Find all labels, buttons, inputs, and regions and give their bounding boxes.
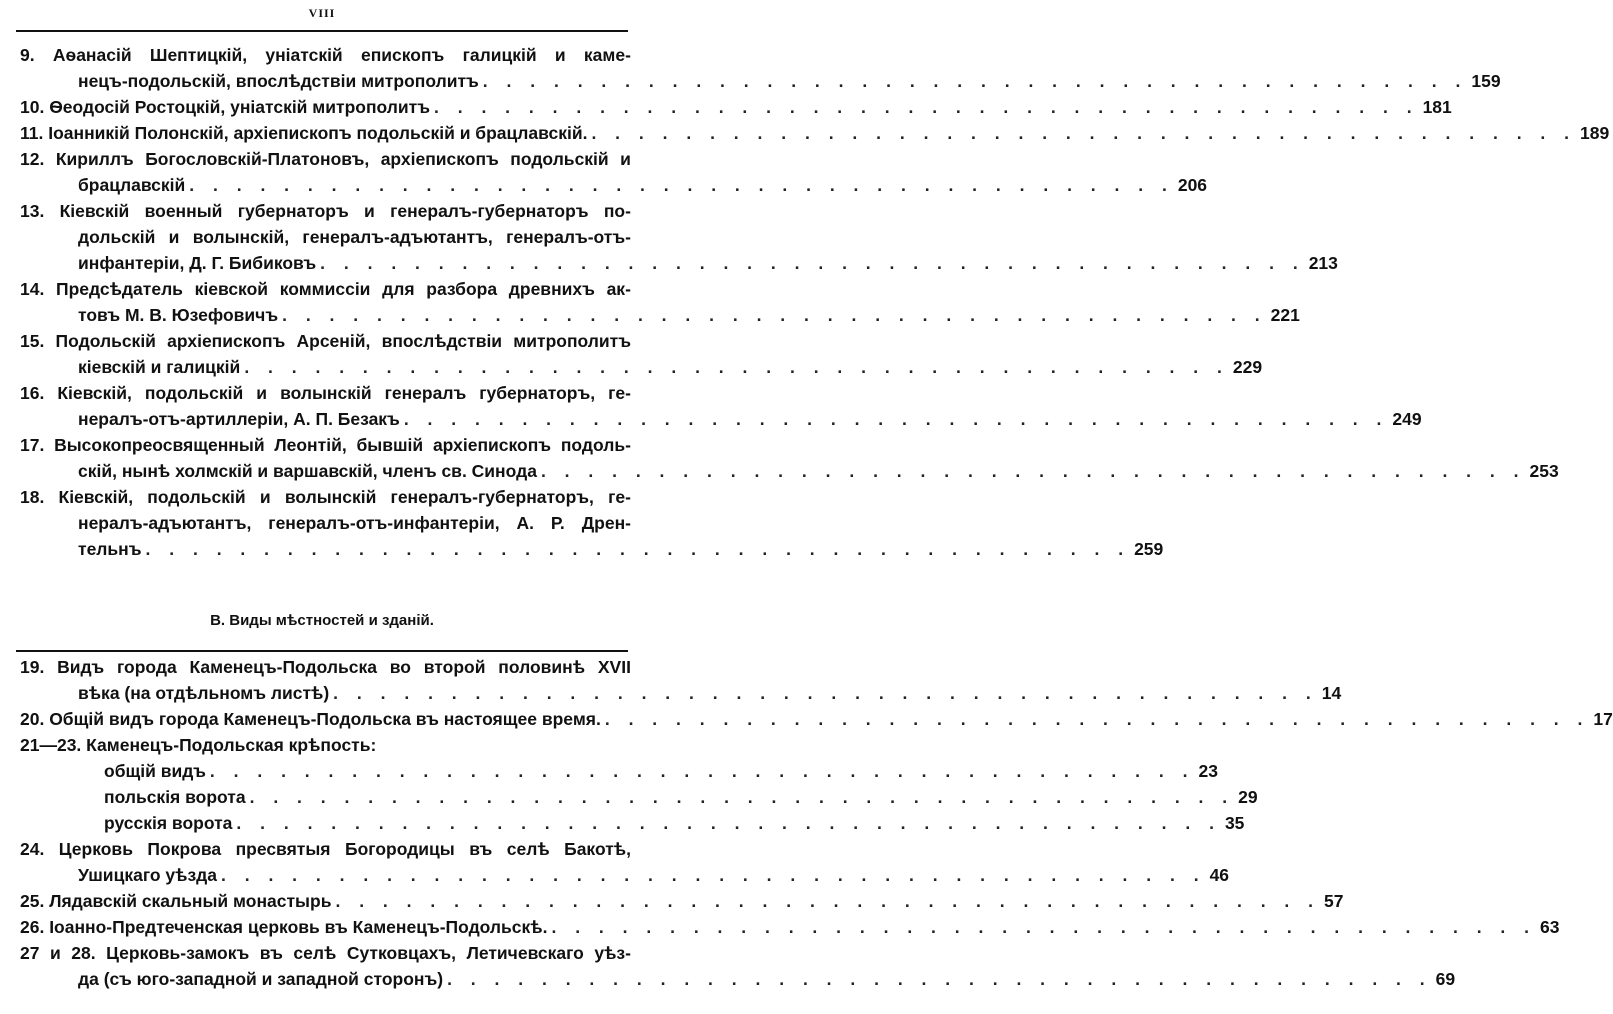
entry-word: въ xyxy=(259,943,283,963)
toc-entry-line xyxy=(20,354,1263,380)
page-ref: 259 xyxy=(1134,539,1164,559)
toc-entry-line xyxy=(20,966,1456,992)
toc-entry-line xyxy=(20,276,631,302)
entry-title: да (съ юго-западной и западной сторонъ) xyxy=(78,969,444,989)
page-number-header: VIII xyxy=(308,6,336,20)
toc-entry-line xyxy=(20,484,631,510)
page-ref: 249 xyxy=(1392,409,1422,429)
dot-leader: . . . . . . . . . . . . . . . . . . . . . . . . . . . . . . . . . . . . . . . . . . xyxy=(604,709,1590,729)
toc-entry xyxy=(20,758,1218,784)
toc-entry-line xyxy=(20,250,1338,276)
page-ref: 57 xyxy=(1324,891,1344,911)
toc-entry-line xyxy=(20,784,1258,810)
dot-leader: . . . . . . . . . . . . . . . . . . . . . . . . . . . . . . . . . . . . . . . . . . xyxy=(189,175,1174,195)
dot-leader: . . . . . . . . . . . . . . . . . . . . . . . . . . . . . . . . . . . . . . . . . . xyxy=(551,917,1537,937)
dot-leader: . . . . . . . . . . . . . . . . . . . . . . . . . . . . . . . . . . . . . . . . . . xyxy=(333,683,1318,703)
toc-entry-line xyxy=(20,68,1501,94)
toc-entry xyxy=(20,836,1230,888)
toc-entry xyxy=(20,94,1452,120)
toc-entry xyxy=(20,732,631,758)
entry-title: нералъ-отъ-артиллеріи, А. П. Безакъ xyxy=(78,409,400,429)
entry-word: во xyxy=(389,657,411,677)
entry-word: Шептицкій, xyxy=(149,45,248,65)
entry-word: Леонтій, xyxy=(274,435,347,455)
entry-word: 16. xyxy=(20,383,45,403)
entry-word: нералъ-адъютантъ, xyxy=(78,513,252,533)
toc-entry xyxy=(20,706,1613,732)
toc-entry-line xyxy=(20,172,1208,198)
toc-entry xyxy=(20,42,1501,94)
entry-title: общій видъ xyxy=(104,761,206,781)
entry-word: и xyxy=(168,227,180,247)
entry-title: 26. Іоанно-Предтеченская церковь въ Каменецъ-Подольскѣ. xyxy=(20,917,548,937)
entry-word: генералъ-отъ- xyxy=(506,227,631,247)
entry-word: по- xyxy=(603,201,631,221)
toc-entry-line xyxy=(20,406,1422,432)
entry-title: 21—23. Каменецъ-Подольская крѣпость: xyxy=(20,735,377,755)
entry-word: города xyxy=(116,657,177,677)
toc-entry-line xyxy=(20,432,631,458)
entry-word: Летичевскаго xyxy=(466,943,584,963)
toc-entry-line xyxy=(20,706,1613,732)
entry-title: вѣка (на отдѣльномъ листѣ) xyxy=(78,683,330,703)
entry-word: митрополитъ xyxy=(513,331,631,351)
dot-leader: . . . . . . . . . . . . . . . . . . . . . . . . . . . . . . . . . . . . . . . . . . xyxy=(540,461,1526,481)
entry-word: Кіевскій, xyxy=(58,487,134,507)
entry-word: Каменецъ-Подольска xyxy=(189,657,377,677)
entry-word: архіепископъ xyxy=(380,149,499,169)
page-ref: 35 xyxy=(1224,813,1245,833)
entry-word: генералъ-адъютантъ, xyxy=(302,227,493,247)
entry-word: 28. xyxy=(71,943,96,963)
entry-word: губернаторъ, xyxy=(479,383,596,403)
section-title: В. Виды мѣстностей и зданій. xyxy=(210,612,434,629)
toc-entry-line xyxy=(20,94,1452,120)
entry-title: тельнъ xyxy=(78,539,142,559)
page-ref: 189 xyxy=(1580,123,1610,143)
toc-entry-line xyxy=(20,458,1559,484)
section-rule xyxy=(16,650,628,652)
entry-word: кіевской xyxy=(194,279,269,299)
toc-entry-line xyxy=(20,732,631,758)
entry-word: Богородицы xyxy=(345,839,455,859)
page-ref: 46 xyxy=(1209,865,1230,885)
page-ref: 69 xyxy=(1435,969,1456,989)
entry-word: Арсеній, xyxy=(296,331,371,351)
toc-entry-line xyxy=(20,120,1610,146)
entry-word: разбора xyxy=(426,279,498,299)
entry-word: уніатскій xyxy=(265,45,343,65)
entry-word: Богословскій-Платоновъ, xyxy=(145,149,370,169)
entry-word: для xyxy=(382,279,415,299)
entry-title: 11. Іоанникій Полонскій, архіепископъ подольскій и брацлавскій. xyxy=(20,123,588,143)
entry-word: ге- xyxy=(608,487,631,507)
toc-entry-line xyxy=(20,654,631,680)
page-ref: 17 xyxy=(1593,709,1613,729)
entry-word: древнихъ xyxy=(508,279,595,299)
entry-title: Ушицкаго уѣзда xyxy=(78,865,217,885)
entry-word: генералъ xyxy=(384,383,467,403)
entry-word: 15. xyxy=(20,331,45,351)
entry-word: Церковь-замокъ xyxy=(106,943,250,963)
toc-entry-line xyxy=(20,510,631,536)
toc-entry xyxy=(20,198,1338,276)
toc-entry-line xyxy=(20,224,631,250)
toc-entry-line xyxy=(20,810,1245,836)
entry-word: волынскій xyxy=(280,383,372,403)
entry-word: 18. xyxy=(20,487,45,507)
entry-word: губернаторъ xyxy=(237,201,349,221)
entry-word: ак- xyxy=(606,279,631,299)
entry-word: Высокопреосвященный xyxy=(54,435,265,455)
entry-word: каме- xyxy=(583,45,631,65)
toc-entry-line xyxy=(20,758,1218,784)
toc-entry-line xyxy=(20,380,631,406)
entry-title: брацлавскій xyxy=(78,175,186,195)
illustration-list-portraits xyxy=(20,42,1610,562)
entry-title: инфантеріи, Д. Г. Бибиковъ xyxy=(78,253,317,273)
toc-entry-line xyxy=(20,42,631,68)
entry-word: Дрен- xyxy=(581,513,631,533)
page-ref: 181 xyxy=(1422,97,1452,117)
entry-title: русскія ворота xyxy=(104,813,233,833)
entry-word: генералъ-губернаторъ, xyxy=(390,487,594,507)
toc-entry-line xyxy=(20,680,1342,706)
toc-entry xyxy=(20,380,1422,432)
entry-word: генералъ-отъ-инфантеріи, xyxy=(268,513,500,533)
entry-word: подольскій xyxy=(144,383,244,403)
page-ref: 221 xyxy=(1270,305,1300,325)
entry-word: и xyxy=(259,487,271,507)
toc-entry-line xyxy=(20,328,631,354)
entry-word: и xyxy=(50,943,61,963)
toc-entry xyxy=(20,810,1245,836)
page-ref: 63 xyxy=(1540,917,1560,937)
entry-word: епископъ xyxy=(360,45,445,65)
dot-leader: . . . . . . . . . . . . . . . . . . . . . . . . . . . . . . . . . . . . . . . . . . xyxy=(282,305,1267,325)
toc-entry xyxy=(20,888,1344,914)
entry-word: 13. xyxy=(20,201,45,221)
entry-word: 24. xyxy=(20,839,45,859)
entry-word: Бакотѣ, xyxy=(564,839,631,859)
toc-entry xyxy=(20,276,1300,328)
entry-word: уѣз- xyxy=(594,943,631,963)
toc-entry-line xyxy=(20,198,631,224)
dot-leader: . . . . . . . . . . . . . . . . . . . . . . . . . . . . . . . . . . . . . . . . . . xyxy=(249,787,1235,807)
entry-word: ге- xyxy=(608,383,631,403)
entry-word: и xyxy=(256,383,268,403)
dot-leader: . . . . . . . . . . . . . . . . . . . . . . . . . . . . . . . . . . . . . . . . . . xyxy=(244,357,1229,377)
entry-word: Видъ xyxy=(57,657,105,677)
entry-word: Кіевскій xyxy=(59,201,130,221)
toc-entry xyxy=(20,784,1258,810)
entry-word: Р. xyxy=(550,513,565,533)
entry-title: 20. Общій видъ города Каменецъ-Подольска въ настоящее время. xyxy=(20,709,601,729)
entry-word: Кириллъ xyxy=(55,149,134,169)
toc-entry-line xyxy=(20,888,1344,914)
page-ref: 213 xyxy=(1308,253,1338,273)
entry-word: Предсѣдатель xyxy=(56,279,183,299)
toc-entry-line xyxy=(20,836,631,862)
entry-title: 10. Ѳеодосій Ростоцкій, уніатскій митрополитъ xyxy=(20,97,430,117)
entry-title: польскія ворота xyxy=(104,787,246,807)
entry-word: селѣ xyxy=(506,839,550,859)
dot-leader: . . . . . . . . . . . . . . . . . . . . . . . . . . . . . . . . . . . . . . . . . . xyxy=(236,813,1221,833)
entry-word: Сутковцахъ, xyxy=(346,943,457,963)
entry-word: подоль- xyxy=(560,435,631,455)
dot-leader: . . . . . . . . . . . . . . . . . . . . . . . . . . . . . . . . . . . . . . . . . . xyxy=(403,409,1389,429)
entry-title: нецъ-подольскій, впослѣдствіи митрополитъ xyxy=(78,71,479,91)
toc-entry xyxy=(20,120,1610,146)
entry-word: бывшій xyxy=(356,435,424,455)
entry-word: въ xyxy=(469,839,493,859)
dot-leader: . . . . . . . . . . . . . . . . . . . . . . . . . . . . . . . . . . . . . . . . . . xyxy=(221,865,1206,885)
entry-word: селѣ xyxy=(293,943,337,963)
entry-word: Церковь xyxy=(58,839,133,859)
entry-word: 17. xyxy=(20,435,45,455)
toc-entry-line xyxy=(20,914,1560,940)
entry-word: и xyxy=(620,149,631,169)
toc-entry-line xyxy=(20,146,631,172)
entry-word: Покрова xyxy=(147,839,222,859)
entry-word: Аѳанасій xyxy=(52,45,132,65)
dot-leader: . . . . . . . . . . . . . . . . . . . . . . . . . . . . . . . . . . . . . . . . . . xyxy=(434,97,1419,117)
dot-leader: . . . . . . . . . . . . . . . . . . . . . . . . . . . . . . . . . . . . . . . . . . xyxy=(591,123,1577,143)
dot-leader: . . . . . . . . . . . . . . . . . . . . . . . . . . . . . . . . . . . . . . . . . . xyxy=(335,891,1321,911)
toc-entry-line xyxy=(20,536,1164,562)
entry-word: коммиссіи xyxy=(279,279,371,299)
entry-word: архіепископъ xyxy=(167,331,286,351)
page-ref: 23 xyxy=(1198,761,1218,781)
entry-word: галицкій xyxy=(462,45,537,65)
toc-entry xyxy=(20,654,1342,706)
dot-leader: . . . . . . . . . . . . . . . . . . . . . . . . . . . . . . . . . . . . . . . . . . xyxy=(320,253,1305,273)
entry-word: 27 xyxy=(20,943,40,963)
entry-title: скій, нынѣ холмскій и варшавскій, членъ св. Синода xyxy=(78,461,537,481)
entry-word: архіепископъ xyxy=(432,435,552,455)
page-ref: 229 xyxy=(1232,357,1263,377)
entry-word: подольскій xyxy=(147,487,246,507)
toc-entry xyxy=(20,914,1560,940)
entry-word: военный xyxy=(144,201,223,221)
toc-entry-line xyxy=(20,862,1230,888)
toc-entry xyxy=(20,432,1559,484)
entry-word: Кіевскій, xyxy=(57,383,132,403)
page-ref: 14 xyxy=(1321,683,1342,703)
toc-entry xyxy=(20,146,1208,198)
entry-word: и xyxy=(554,45,566,65)
toc-entry xyxy=(20,484,1164,562)
page-ref: 159 xyxy=(1471,71,1501,91)
entry-word: второй xyxy=(423,657,486,677)
toc-entry-line xyxy=(20,302,1300,328)
entry-word: волынскій, xyxy=(192,227,290,247)
toc-entry xyxy=(20,940,1456,992)
entry-word: волынскій xyxy=(284,487,377,507)
page-ref: 29 xyxy=(1238,787,1258,807)
page-ref: 206 xyxy=(1177,175,1208,195)
header-rule xyxy=(16,30,628,32)
entry-word: 19. xyxy=(20,657,45,677)
entry-title: кіевскій и галицкій xyxy=(78,357,241,377)
dot-leader: . . . . . . . . . . . . . . . . . . . . . . . . . . . . . . . . . . . . . . . . . . xyxy=(482,71,1468,91)
dot-leader: . . . . . . . . . . . . . . . . . . . . . . . . . . . . . . . . . . . . . . . . . . xyxy=(209,761,1195,781)
page-ref: 253 xyxy=(1529,461,1559,481)
entry-word: XVII xyxy=(597,657,631,677)
entry-word: генералъ-губернаторъ xyxy=(390,201,589,221)
dot-leader: . . . . . . . . . . . . . . . . . . . . . . . . . . . . . . . . . . . . . . . . . . xyxy=(447,969,1432,989)
entry-word: 14. xyxy=(20,279,45,299)
entry-word: А. xyxy=(516,513,534,533)
entry-word: пресвятыя xyxy=(235,839,331,859)
entry-word: 12. xyxy=(20,149,45,169)
entry-word: половинѣ xyxy=(498,657,586,677)
illustration-list-views xyxy=(20,654,1613,992)
toc-entry xyxy=(20,328,1263,380)
entry-word: дольскій xyxy=(78,227,156,247)
toc-entry-line xyxy=(20,940,631,966)
entry-title: товъ М. В. Юзефовичъ xyxy=(78,305,279,325)
dot-leader: . . . . . . . . . . . . . . . . . . . . . . . . . . . . . . . . . . . . . . . . . . xyxy=(145,539,1131,559)
entry-word: Подольскій xyxy=(55,331,156,351)
entry-word: впослѣдствіи xyxy=(381,331,503,351)
entry-word: подольскій xyxy=(510,149,609,169)
entry-title: 25. Лядавскій скальный монастырь xyxy=(20,891,332,911)
entry-word: и xyxy=(364,201,375,221)
entry-word: 9. xyxy=(20,45,35,65)
